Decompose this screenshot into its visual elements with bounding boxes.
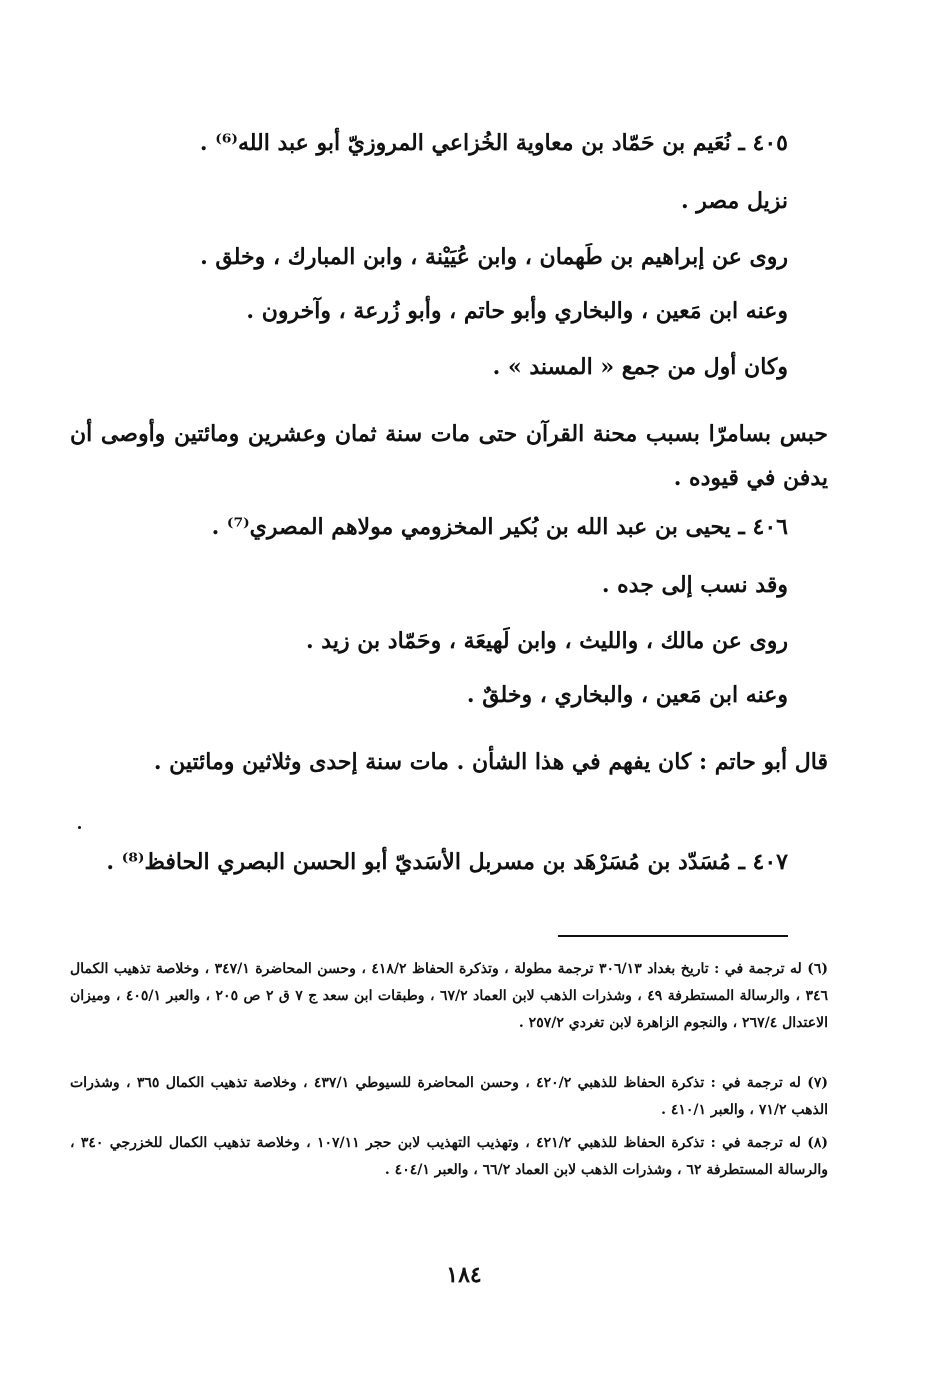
- entry-line: روى عن إبراهيم بن طَهمان ، وابن عُيَيْنة ، وابن المبارك ، وخلق .: [200, 244, 788, 270]
- footnote-6: (٦) له ترجمة في : تاريخ بغداد ٣٠٦/١٣ ترجمة مطولة ، وتذكرة الحفاظ ٤١٨/٢ ، وحسن المحاضرة ٣٤٧/١ ، وخلاصة تذهيب الكمال ٣٤٦ ، والرسالة المستطرفة ٤٩ ، وشذرات الذهب لابن العماد ٦٧/٢ ، وطبقات ابن سعد ج ٧ ق ٢ ص ٢٠٥ ، والعبر ٤٠٥/١ ، وميزان الاعتدال ٢٦٧/٤ ، والنجوم الزاهرة لابن تغردي ٢٥٧/٢ .: [70, 961, 829, 1031]
- footnote-8: (٨) له ترجمة في : تذكرة الحفاظ للذهبي ٤٢١/٢ ، وتهذيب التهذيب لابن حجر ١٠٧/١١ ، وخلاصة تذهيب الكمال للخزرجي ٣٤٠ ، والرسالة المستطرفة ٦٢ ، وشذرات الذهب لابن العماد ٦٦/٢ ، والعبر ٤٠٤/١ .: [70, 1135, 828, 1178]
- entry-heading-406: ٤٠٦ ـ يحيى بن عبد الله بن بُكير المخزومي مولاهم المصري⁽⁷⁾ .: [211, 514, 788, 540]
- entry-line: وكان أول من جمع « المسند » .: [492, 354, 788, 380]
- entry-line: وقد نسب إلى جده .: [601, 572, 788, 598]
- entry-line: قال أبو حاتم : كان يفهم في هذا الشأن . مات سنة إحدى وثلاثين ومائتين .: [153, 749, 828, 775]
- entry-heading-405: ٤٠٥ ـ نُعَيم بن حَمّاد بن معاوية الخُزاعي المروزيّ أبو عبد الله⁽⁶⁾ .: [199, 130, 788, 156]
- entry-line: روى عن مالك ، والليث ، وابن لَهيعَة ، وحَمّاد بن زيد .: [305, 628, 788, 654]
- page-number: ١٨٤: [446, 1262, 482, 1288]
- book-page: [70, 0, 829, 1386]
- entry-line: نزيل مصر .: [680, 188, 788, 214]
- footnote-divider: [558, 935, 788, 937]
- entry-line: وعنه ابن مَعين ، والبخاري ، وخلقٌ .: [466, 682, 788, 708]
- stray-mark: [78, 826, 81, 829]
- entry-line: حبس بسامرّا بسبب محنة القرآن حتى مات سنة ثمان وعشرين ومائتين وأوصى أن يدفن في قيوده .: [70, 421, 828, 491]
- entry-line: وعنه ابن مَعين ، والبخاري وأبو حاتم ، وأبو زُرعة ، وآخرون .: [246, 298, 788, 324]
- footnote-7: (٧) له ترجمة في : تذكرة الحفاظ للذهبي ٤٢٠/٢ ، وحسن المحاضرة للسيوطي ٤٣٧/١ ، وخلاصة تذهيب الكمال ٣٦٥ ، وشذرات الذهب ٧١/٢ ، والعبر ٤١٠/١ .: [70, 1075, 828, 1118]
- entry-heading-407: ٤٠٧ ـ مُسَدّد بن مُسَرْهَد بن مسربل الأسَديّ أبو الحسن البصري الحافظ⁽⁸⁾ .: [106, 849, 788, 875]
